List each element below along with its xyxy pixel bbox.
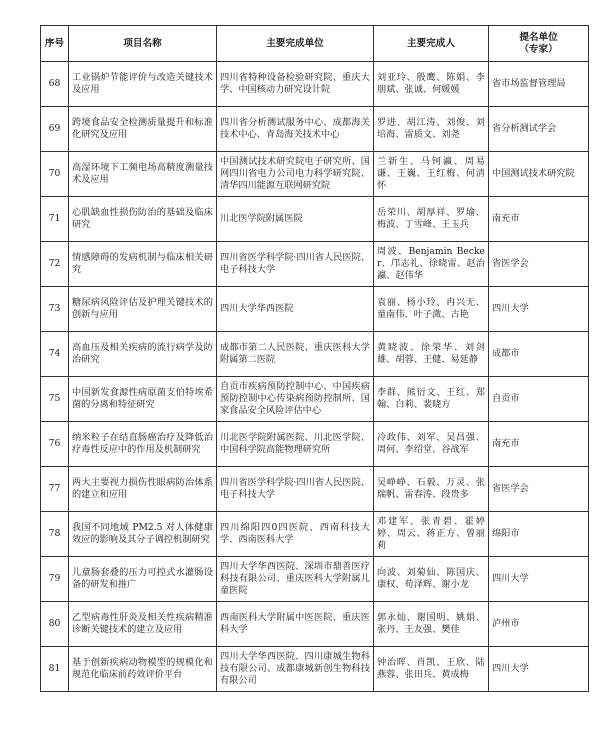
row-main-units: 四川绵阳四0四医院、西南科技大学、西南医科大学 <box>217 512 374 557</box>
row-index: 77 <box>41 467 69 512</box>
row-index: 69 <box>41 107 69 152</box>
table-row <box>41 242 589 287</box>
row-project-name: 高血压及相关疾病的流行病学及防治研究 <box>69 332 217 377</box>
row-nominator: 南充市 <box>489 197 589 242</box>
row-main-persons: 郭永灿、谢国明、姚娟、张丹、王友强、樊佳 <box>374 602 489 647</box>
row-main-units: 西南医科大学附属中医医院、重庆医科大学 <box>217 602 374 647</box>
table-row <box>41 602 589 647</box>
table-row <box>41 512 589 557</box>
table-row <box>41 107 589 152</box>
row-project-name: 儿童肠套叠的压力可控式水灌肠设备的研发和推广 <box>69 557 217 602</box>
row-main-persons: 周波、Benjamin Becker、邝志礼、徐晓雷、赵治瀛、赵伟华 <box>374 242 489 287</box>
row-nominator: 省市场监督管理局 <box>489 62 589 107</box>
row-project-name: 中国新发食源性病原菌支伯特埃希菌的分离和特征研究 <box>69 377 217 422</box>
row-main-persons: 袁丽、杨小玲、冉兴无、童南伟、叶子溦、古艳 <box>374 287 489 332</box>
row-nominator: 四川大学 <box>489 287 589 332</box>
row-main-units: 四川大学华西医院、深圳市鼎善医疗科技有限公司、重庆医科大学附属儿童医院 <box>217 557 374 602</box>
awards-table <box>40 25 589 692</box>
header-index: 序号 <box>41 26 69 62</box>
row-nominator: 成都市 <box>489 332 589 377</box>
row-nominator: 省医学会 <box>489 242 589 287</box>
row-project-name: 我国不同地域 PM2.5 对人体健康效应的影响及其分子调控机制研究 <box>69 512 217 557</box>
row-nominator: 中国测试技术研究院 <box>489 152 589 197</box>
header-nominator-line2: （专家） <box>519 43 558 55</box>
row-main-persons: 兰新生、马钶瀛、周易谦、王巍、王红梅、何清怀 <box>374 152 489 197</box>
table-row <box>41 152 589 197</box>
row-index: 73 <box>41 287 69 332</box>
row-main-persons: 向波、刘菊仙、陈国庆、康权、苟泽辉、谢小龙 <box>374 557 489 602</box>
row-nominator: 四川大学 <box>489 557 589 602</box>
row-project-name: 糖尿病风险评估及护理关键技术的创新与应用 <box>69 287 217 332</box>
row-main-units: 自贡市疾病预防控制中心、中国疾病预防控制中心传染病预防控制所、国家食品安全风险评估中心 <box>217 377 374 422</box>
row-main-persons: 黄晓波、徐荣华、刘剑雄、胡蓉、王健、易延静 <box>374 332 489 377</box>
row-main-units: 四川大学华西医院 <box>217 287 374 332</box>
header-nominator-line1: 提名单位 <box>519 31 558 43</box>
row-index: 75 <box>41 377 69 422</box>
row-main-units: 四川省医学科学院·四川省人民医院、电子科技大学 <box>217 467 374 512</box>
table-row <box>41 647 589 692</box>
header-main-persons: 主要完成人 <box>374 26 489 62</box>
row-main-persons: 刘亚玲、殷鹰、陈娟、李朋斌、张诚、何媛媛 <box>374 62 489 107</box>
header-row <box>41 26 589 62</box>
table-header <box>41 26 589 62</box>
header-main-units: 主要完成单位 <box>217 26 374 62</box>
table-row <box>41 62 589 107</box>
row-nominator: 自贡市 <box>489 377 589 422</box>
row-index: 71 <box>41 197 69 242</box>
row-nominator: 四川大学 <box>489 647 589 692</box>
row-main-persons: 吴峥峥、石毅、万灵、张瑞帆、雷春涛、段贵多 <box>374 467 489 512</box>
row-main-persons: 冷政伟、刘军、吴昌强、周何、李绍堂、谷战军 <box>374 422 489 467</box>
row-main-persons: 李群、熊衍文、王红、郑翰、白莉、裴晓方 <box>374 377 489 422</box>
row-index: 81 <box>41 647 69 692</box>
row-nominator: 绵阳市 <box>489 512 589 557</box>
row-main-units: 四川省特种设备检验研究院、重庆大学、中国核动力研究设计院 <box>217 62 374 107</box>
table-row <box>41 197 589 242</box>
row-index: 76 <box>41 422 69 467</box>
row-nominator: 省分析测试学会 <box>489 107 589 152</box>
row-main-units: 四川省分析测试服务中心、成都海关技术中心、青岛海关技术中心 <box>217 107 374 152</box>
row-nominator: 省医学会 <box>489 467 589 512</box>
table-row <box>41 332 589 377</box>
row-main-persons: 岳荣川、胡厚祥、罗瑜、梅波、丁雪峰、王玉兵 <box>374 197 489 242</box>
row-main-units: 川北医学院附属医院、川北医学院、中国科学院高能物理研究所 <box>217 422 374 467</box>
row-main-persons: 钟治晖、肖凯、王欣、陆燕蓉、张田兵、黄成梅 <box>374 647 489 692</box>
row-nominator: 南充市 <box>489 422 589 467</box>
row-index: 70 <box>41 152 69 197</box>
table-body <box>41 62 589 692</box>
row-project-name: 两大主要视力损伤性眼病防治体系的建立和应用 <box>69 467 217 512</box>
row-main-units: 川北医学院附属医院 <box>217 197 374 242</box>
row-main-persons: 邓建军、张青碧、霍婷婷、周云、蒋正方、曾丽莉 <box>374 512 489 557</box>
row-main-units: 中国测试技术研究院电子研究所、国网四川省电力公司电力科学研究院、清华四川能源互联网研究院 <box>217 152 374 197</box>
header-project-name: 项目名称 <box>69 26 217 62</box>
row-project-name: 工业锅炉节能评价与改造关键技术及应用 <box>69 62 217 107</box>
row-project-name: 跨境食品安全检测质量提升和标准化研究及应用 <box>69 107 217 152</box>
row-project-name: 情感障碍的发病机制与临床相关研究 <box>69 242 217 287</box>
row-index: 68 <box>41 62 69 107</box>
table-row <box>41 467 589 512</box>
table-row <box>41 377 589 422</box>
header-nominator <box>489 26 589 62</box>
row-project-name: 乙型病毒性肝炎及相关性疾病精准诊断关键技术的建立及应用 <box>69 602 217 647</box>
table-row <box>41 557 589 602</box>
row-project-name: 纳米粒子在结直肠癌治疗及降低治疗毒性反应中的作用及机制研究 <box>69 422 217 467</box>
row-index: 79 <box>41 557 69 602</box>
row-main-units: 成都市第二人民医院、重庆医科大学附属第二医院 <box>217 332 374 377</box>
document-page <box>40 25 588 737</box>
row-project-name: 高湿环境下工频电场高精度测量技术及应用 <box>69 152 217 197</box>
table-row <box>41 287 589 332</box>
row-index: 74 <box>41 332 69 377</box>
table-row <box>41 422 589 467</box>
row-main-persons: 罗进、胡江涛、刘俊、刘培海、雷质文、刘尧 <box>374 107 489 152</box>
row-index: 78 <box>41 512 69 557</box>
row-main-units: 四川省医学科学院·四川省人民医院、电子科技大学 <box>217 242 374 287</box>
row-project-name: 心肌缺血性损伤防治的基础及临床研究 <box>69 197 217 242</box>
row-index: 80 <box>41 602 69 647</box>
row-main-units: 四川大学华西医院、四川康城生物科技有限公司、成都康城新创生物科技有限公司 <box>217 647 374 692</box>
row-index: 72 <box>41 242 69 287</box>
row-project-name: 基于创新疾病动物模型的规模化和规范化临床前药效评价平台 <box>69 647 217 692</box>
row-nominator: 泸州市 <box>489 602 589 647</box>
